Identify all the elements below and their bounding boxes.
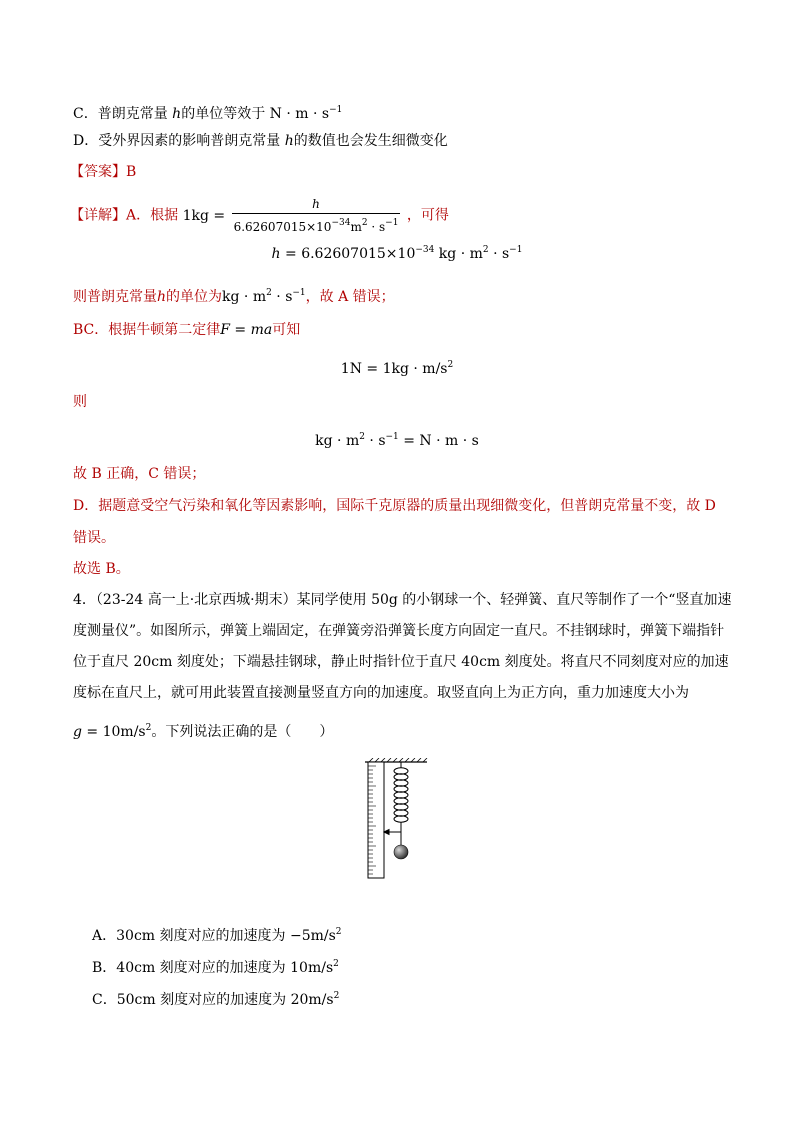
spring	[394, 762, 408, 846]
option-b: B．40cm 刻度对应的加速度为 $10m/s^2$	[92, 959, 339, 976]
detail-final: 故选 B。	[73, 561, 130, 577]
pointer-arrow	[384, 830, 401, 835]
ceiling-hatch	[365, 758, 427, 762]
q4-line5: $g = 10m/s^2$。下列说法正确的是（ ）	[73, 723, 334, 740]
option-c: C．50cm 刻度对应的加速度为 $20m/s^2$	[92, 991, 340, 1008]
detail-a-intro: 【详解】A．根据 1kg = $\frac{h}{6.62607015\times 10^{-34}m^2 \cdot s^{-1}}$ ，可得	[70, 197, 449, 234]
q4-line4: 度标在直尺上，就可用此装置直接测量竖直方向的加速度。取竖直向上为正方向，重力加速度大小为	[73, 685, 689, 701]
option-c-prev: C．普朗克常量 h的单位等效于 $N \cdot m \cdot s^{-1}$	[73, 105, 343, 122]
fraction: $\frac{h}{6.62607015\times 10^{-34}m^2 \cdot s^{-1}}$	[233, 197, 399, 234]
q4-line2: 度测量仪”。如图所示，弹簧上端固定，在弹簧旁沿弹簧长度方向固定一直尺。不挂钢球时，弹簧下端指针	[73, 623, 725, 639]
equation-3: kg · $m^2 \cdot s^{-1} = N \cdot m \cdot s$	[315, 432, 479, 449]
equation-2: $1N = 1kg \cdot m/s^2$	[340, 360, 454, 377]
steel-ball	[394, 845, 408, 859]
detail-then: 则	[73, 394, 87, 410]
detail-d-line2: 错误。	[73, 530, 115, 546]
formula-a: 1kg = $\frac{h}{6.62607015\times 10^{-34}m^2 \cdot s^{-1}}$	[182, 197, 399, 234]
option-a: A．30cm 刻度对应的加速度为 $-5m/s^2$	[92, 927, 342, 944]
detail-a-conclusion: 则普朗克常量h的单位为kg · $m^2 \cdot s^{-1}$，故 A 错误；	[73, 288, 395, 305]
equation-1: $h = 6.62607015\times 10^{-34}$ kg · $m^2 \cdot s^{-1}$	[271, 245, 523, 262]
detail-bc-conclusion: 故 B 正确，C 错误；	[73, 466, 206, 482]
q4-line3: 位于直尺 20cm 刻度处；下端悬挂钢球，静止时指针位于直尺 40cm 刻度处。将直尺不同刻度对应的加速	[73, 654, 729, 670]
q4-line1: 4．（23-24 高一上·北京西城·期末）某同学使用 50g 的小钢球一个、轻弹簧、直尺等制作了一个“竖直加速	[73, 592, 732, 608]
answer-label: 【答案】B	[70, 164, 137, 180]
detail-d-line1: D．据题意受空气污染和氧化等因素影响，国际千克原器的质量出现细微变化，但普朗克常量不变，故 D	[73, 498, 716, 514]
option-d-prev: D．受外界因素的影响普朗克常量 h的数值也会发生细微变化	[73, 133, 448, 149]
measuring-device-figure	[365, 758, 431, 880]
ruler	[368, 762, 384, 878]
detail-bc-intro: BC．根据牛顿第二定律F = ma可知	[73, 322, 301, 338]
